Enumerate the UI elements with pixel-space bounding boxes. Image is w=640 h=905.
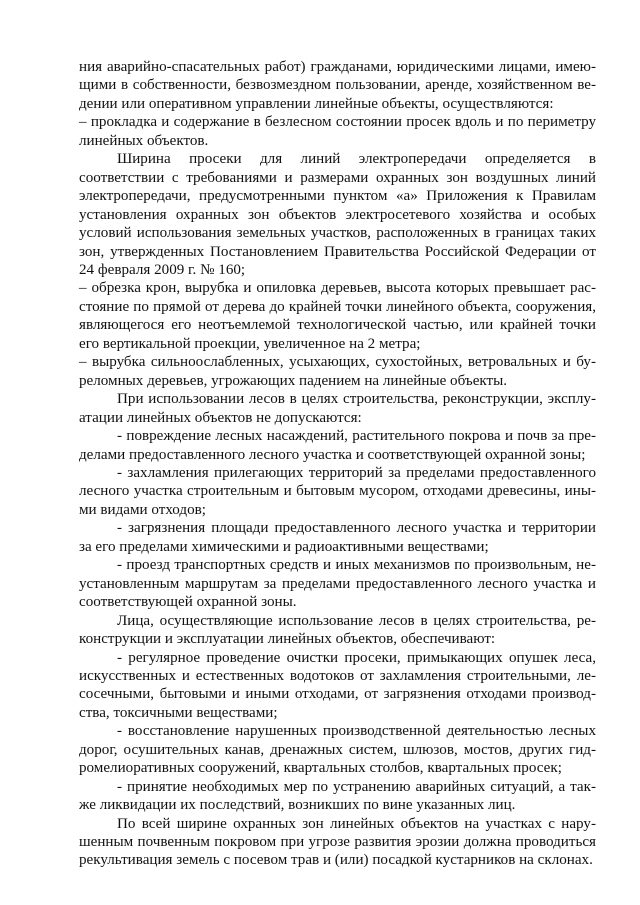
list-item-clearing: – прокладка и содержание в безлесном состоянии просек вдоль и по периметру линейных объектов. xyxy=(79,114,596,149)
list-item-weak-trees: – вырубка сильноослабленных, усыхающих, сухостойных, ветровальных и буреломных деревьев, угрожающих падением на линейные объекты. xyxy=(79,354,596,389)
prohibited-item-littering: - захламления прилегающих территорий за пределами предоставленного лесного участка строительным и бытовым мусором, отходами древесины, иными видами отходов; xyxy=(79,464,596,518)
paragraph-recultivation: По всей ширине охранных зон линейных объектов на участках с нарушенным почвенным покровом при угрозе развития эрозии должна проводиться рекультивация земель с посевом трав и (или) посадкой кустарников на склонах. xyxy=(79,815,596,869)
prohibited-item-vehicles: - проезд транспортных средств и иных механизмов по произвольным, неустановленным маршрутам за пределами предоставленного лесного участка и соответствующей охранной зоны. xyxy=(79,557,596,611)
paragraph-prohibited-heading: При использовании лесов в целях строительства, реконструкции, эксплуатации линейных объектов не допускаются: xyxy=(79,391,596,426)
document-page xyxy=(79,58,596,870)
paragraph-obligations-heading: Лица, осуществляющие использование лесов в целях строительства, реконструкции и эксплуатации линейных объектов, обеспечивают: xyxy=(79,612,596,648)
paragraph-clearing-width: Ширина просеки для линий электропередачи определяется в соответствии с требованиями и размерами охранных зон воздушных линий электропередачи, предусмотренными пунктом «а» Приложения к Правилам установления охранных зон объектов электросетевого хозяйства и особых условий использования земельных участков, расположенных в границах таких зон, утвержденных Постановлением Правительства Российской Федерации от 24 февраля 2009 г. № 160; xyxy=(79,151,596,278)
list-item-tree-trimming: – обрезка крон, вырубка и опиловка деревьев, высота которых превышает расстояние по прямой от дерева до крайней точки линейного объекта, сооружения, являющегося его неотъемлемой технологической частью, или крайней точки его вертикальной проекции, увеличенное на 2 метра; xyxy=(79,280,596,352)
prohibited-item-pollution: - загрязнения площади предоставленного лесного участка и территории за его пределами химическими и радиоактивными веществами; xyxy=(79,520,596,555)
paragraph-intro: ния аварийно-спасательных работ) гражданами, юридическими лицами, имеющими в собственности, безвозмездном пользовании, аренде, хозяйственном ведении или оперативном управлении линейные объекты, осуществляются: xyxy=(79,59,596,112)
obligation-item-emergency: - принятие необходимых мер по устранению аварийных ситуаций, а также ликвидации их последствий, возникших по вине указанных лиц. xyxy=(79,778,596,814)
obligation-item-restoration: - восстановление нарушенных производственной деятельностью лесных дорог, осушительных канав, дренажных систем, шлюзов, мостов, других гидромелиоративных сооружений, квартальных столбов, квартальных просек; xyxy=(79,723,596,777)
prohibited-item-damage: - повреждение лесных насаждений, растительного покрова и почв за пределами предоставленного лесного участка и соответствующей охранной зоны; xyxy=(79,428,596,463)
obligation-item-cleaning: - регулярное проведение очистки просеки, примыкающих опушек леса, искусственных и естественных водотоков от захламления строительными, лесосечными, бытовыми и иными отходами, от загрязнения отходами производства, токсичными веществами; xyxy=(79,649,596,721)
